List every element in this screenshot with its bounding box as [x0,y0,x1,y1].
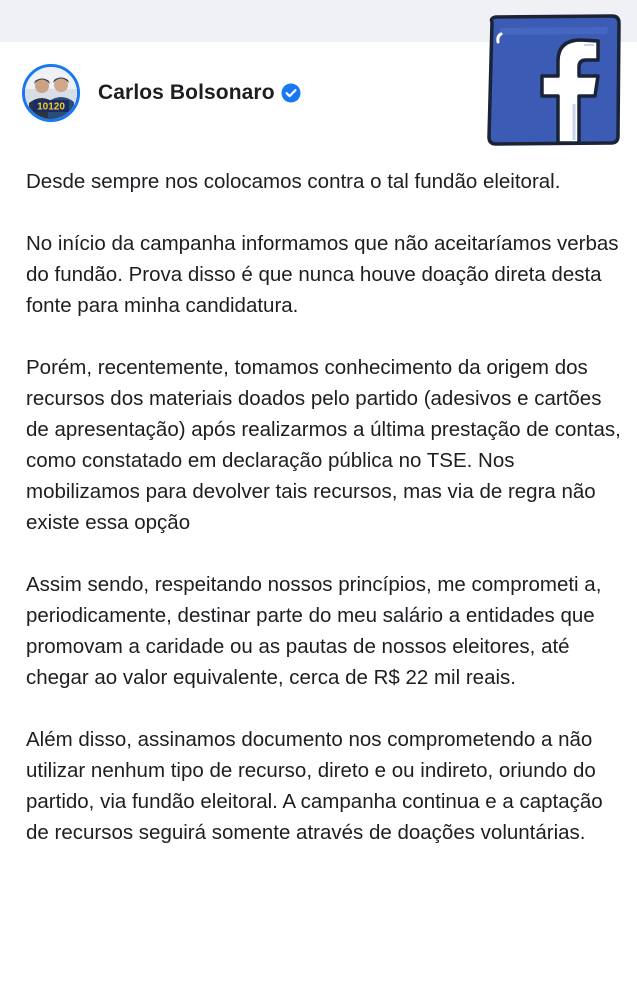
facebook-logo-icon [486,14,622,146]
post-paragraph: Além disso, assinamos documento nos comprometendo a não utilizar nenhum tipo de recurso, direto e ou indireto, oriundo do partido, via fundão eleitoral. A campanha continua e a captação de recursos seguirá somente através de doações voluntárias. [26,728,603,844]
author-name[interactable]: Carlos Bolsonaro [98,81,275,104]
post-paragraph: Assim sendo, respeitando nossos princípios, me comprometi a, periodicamente, destinar parte do meu salário a entidades que promovam a caridade ou as pautas de nossos eleitores, até chegar ao valor equivalente, cerca de R$ 22 mil reais. [26,573,602,689]
avatar[interactable] [22,64,80,122]
verified-badge-icon [281,83,301,103]
post-text [26,166,626,879]
post-card [0,42,637,1005]
post-paragraph: Porém, recentemente, tomamos conhecimento da origem dos recursos dos materiais doados pelo partido (adesivos e cartões de apresentação) após realizarmos a última prestação de contas, como constatado em declaração pública no TSE. Nos mobilizamos para devolver tais recursos, mas via de regra não existe essa opção [26,356,621,534]
post-header [22,64,301,122]
post-paragraph: Desde sempre nos colocamos contra o tal fundão eleitoral. [26,170,561,193]
post-paragraph: No início da campanha informamos que não aceitaríamos verbas do fundão. Prova disso é que nunca houve doação direta desta fonte para minha candidatura. [26,232,619,317]
avatar-image [25,67,77,119]
svg-text:10120: 10120 [37,101,65,113]
